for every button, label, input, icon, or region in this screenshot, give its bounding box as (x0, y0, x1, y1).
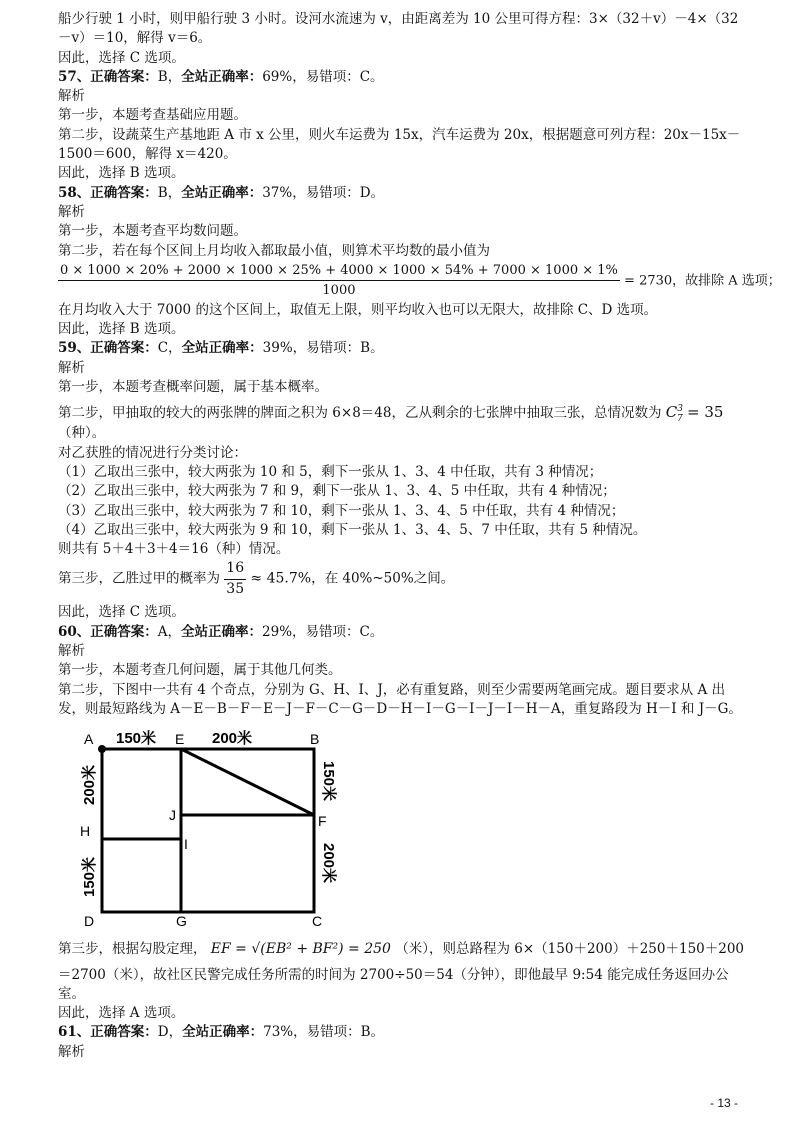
rate: 73%，易错项：B。 (263, 1024, 385, 1041)
text-line: （种）。 (58, 425, 106, 442)
text-line: 室。 (58, 985, 85, 1002)
combination-symbol: C (665, 403, 678, 422)
text-line: （2）乙取出三张中，较大两张为 7 和 9，剩下一张从 1、3、4、5 中任取，共有 4 种情况； (58, 483, 616, 500)
text-line: 因此，选择 B 选项。 (58, 321, 185, 338)
vertex-label-c: C (312, 913, 323, 930)
fraction-denominator: 1000 (322, 283, 356, 299)
vertex-label-b: B (310, 731, 320, 748)
rate: 39%，易错项：B。 (262, 340, 384, 357)
text-line: 第一步，本题考查几何问题，属于其他几何类。 (58, 662, 342, 679)
answer-header-59 (58, 339, 748, 358)
fraction-line (58, 261, 781, 301)
section-label: 解析 (58, 203, 85, 220)
document-page (58, 10, 781, 1062)
text-fragment: 第三步，根据勾股定理， (58, 940, 207, 957)
answer-header-60 (58, 623, 748, 642)
text-fragment: 第三步，乙胜过甲的概率为 (58, 570, 220, 587)
dimension-label: 150米 (81, 857, 98, 898)
fraction-numerator: 16 (224, 559, 246, 579)
text-line: 第一步，本题考查基础应用题。 (58, 107, 247, 124)
text-line: 对乙获胜的情况进行分类讨论： (58, 444, 247, 461)
text-line: 船少行驶 1 小时，则甲船行驶 3 小时。设河水流速为 v，由距离差为 10 公里可得方程：3×（32＋v）－4×（32 (58, 11, 739, 27)
combination-sub: 7 (676, 414, 683, 425)
text-line: （4）乙取出三张中，较大两张为 9 和 10，剩下一张从 1、3、4、5、7 中任取，共有 5 种情况。 (58, 521, 647, 538)
text-line: 第二步，设蔬菜生产基地距 A 市 x 公里，则火车运费为 15x，汽车运费为 20x，根据题意可列方程：20x－15x－ (58, 126, 741, 143)
rate: 29%，易错项：C。 (262, 623, 384, 640)
rate-label: 全站正确率： (181, 623, 263, 640)
question-number: 57、正确答案： (58, 68, 158, 85)
text-line: 因此，选择 B 选项。 (58, 165, 185, 182)
text-line: 第一步，本题考查平均数问题。 (58, 223, 247, 240)
text-line: 因此，选择 C 选项。 (58, 604, 185, 621)
answer-header-61 (58, 1023, 748, 1042)
fraction-numerator: 0 × 1000 × 20% + 2000 × 1000 × 25% + 4000 × 1000 × 54% + 7000 × 1000 × 1% (58, 261, 620, 281)
text-line (58, 397, 748, 424)
text-line: 则共有 5＋4＋3＋4＝16（种）情况。 (58, 541, 290, 558)
vertex-label-e: E (175, 731, 185, 748)
route-diagram (72, 727, 337, 930)
text-line: （1）乙取出三张中，较大两张为 10 和 5，剩下一张从 1、3、4 中任取，共有 3 种情况； (58, 463, 603, 480)
dimension-label: 200米 (212, 730, 253, 748)
dimension-label: 150米 (116, 730, 157, 748)
answer: A， (157, 623, 182, 640)
answer: D， (157, 1024, 183, 1041)
question-number: 60、正确答案： (58, 623, 158, 640)
vertex-label-g: G (176, 913, 187, 930)
dimension-label: 200米 (320, 843, 337, 884)
question-number: 61、正确答案： (58, 1024, 158, 1041)
rate: 37%，易错项：D。 (262, 184, 385, 201)
text-fragment: ，故排除 A 选项； (672, 273, 781, 289)
section-label: 解析 (58, 643, 85, 660)
text-line (58, 559, 748, 603)
text-line: 发，则最短路线为 A－E－B－F－E－J－F－C－G－D－H－I－G－I－J－I－H－A，重复路段为 H－I 和 J－G。 (58, 700, 742, 717)
text-line: 第二步，下图中一共有 4 个奇点，分别为 G、H、I、J，必有重复路，则至少需要两笔画完成。题目要求从 A 出 (58, 681, 726, 698)
probability-fraction (224, 559, 246, 599)
combination-result: = 35 (687, 403, 724, 422)
answer: B， (157, 184, 182, 201)
text-line: 因此，选择 A 选项。 (58, 1005, 185, 1022)
text-line: 1500＝600，解得 x＝420。 (58, 146, 237, 163)
answer: B， (157, 68, 182, 85)
page-number: - 13 - (709, 1096, 738, 1110)
rate-label: 全站正确率： (182, 1024, 264, 1041)
text-line: （3）乙取出三张中，较大两张为 7 和 10，剩下一张从 1、3、4、5 中任取，共有 4 种情况； (58, 502, 625, 519)
combination-sup: 3 (677, 404, 683, 415)
text-fragment: 第二步，甲抽取的较大的两张牌的牌面之积为 6×8＝48，乙从剩余的七张牌中抽取三张，总情况数为 (58, 405, 662, 422)
text-line: ＝2700（米），故社区民警完成任务所需的时间为 2700÷50＝54（分钟），即他最早 9:54 能完成任务返回办公 (58, 966, 729, 983)
vertex-label-i: I (184, 836, 188, 853)
question-number: 59、正确答案： (58, 340, 158, 357)
text-fragment: （米），则总路程为 6×（150＋200）＋250＋150＋200 (395, 940, 745, 957)
fraction-result: = 2730 (624, 273, 673, 289)
fraction-denominator: 35 (226, 580, 245, 597)
average-fraction (58, 261, 620, 301)
section-label: 解析 (58, 359, 85, 376)
rate-label: 全站正确率： (181, 68, 263, 85)
vertex-label-j: J (169, 807, 176, 824)
answer-header-58 (58, 184, 748, 203)
answer-header-57 (58, 68, 748, 87)
section-label: 解析 (58, 88, 85, 105)
text-line (58, 938, 748, 966)
rate: 69%，易错项：C。 (262, 68, 384, 85)
vertex-label-h: H (80, 823, 91, 840)
dimension-label: 200米 (81, 765, 98, 806)
text-fragment: ，在 40%~50%之间。 (311, 570, 455, 587)
dimension-label: 150米 (320, 761, 337, 802)
text-line: 第一步，本题考查概率问题，属于基本概率。 (58, 379, 328, 396)
rate-label: 全站正确率： (181, 340, 263, 357)
section-label: 解析 (58, 1043, 85, 1060)
pythagorean-formula: EF = √(EB² + BF²) = 250 (210, 940, 391, 957)
probability-result: ≈ 45.7% (250, 570, 312, 587)
text-line: －v）＝10，解得 v＝6。 (58, 30, 212, 47)
vertex-label-d: D (84, 913, 95, 930)
rate-label: 全站正确率： (181, 184, 263, 201)
combination-formula (665, 403, 683, 425)
vertex-label-f: F (318, 813, 327, 830)
answer: C， (157, 340, 182, 357)
vertex-label-a: A (84, 731, 94, 748)
text-line: 在月均收入大于 7000 的这个区间上，取值无上限，则平均收入也可以无限大，故排除 C、D 选项。 (58, 301, 658, 318)
text-line: 第二步，若在每个区间上月均收入都取最小值，则算术平均数的最小值为 (58, 242, 490, 259)
text-line: 因此，选择 C 选项。 (58, 49, 185, 66)
question-number: 58、正确答案： (58, 184, 158, 201)
